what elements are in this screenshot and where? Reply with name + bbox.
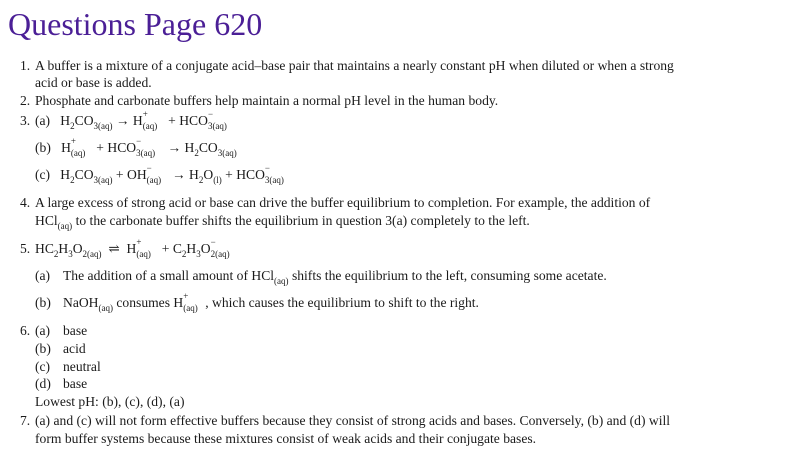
answer-1-number: 1. [20, 58, 31, 73]
answer-4-line-1: A large excess of strong acid or base can drive the buffer equilibrium to completion. For example, the addition of [35, 195, 651, 210]
answer-5a-text: The addition of a small amount of HCl$_{(aq)}$ shifts the equilibrium to the left, consuming some acetate. [63, 268, 607, 286]
answer-6-number: 6. [20, 323, 31, 338]
answer-6a-label: (a) [35, 323, 51, 338]
answer-3-number: 3. [20, 113, 31, 128]
answer-6c-label: (c) [35, 359, 51, 374]
answer-7-number: 7. [20, 413, 31, 428]
answer-7-line-2: form buffer systems because these mixtures consist of weak acids and their conjugate bases. [35, 431, 537, 446]
answer-3c-equation: (c) $H_2CO_{3(aq)}$ + OH − (aq) → $H_2O_{(l)}$ + HCO − 3(aq) [35, 163, 284, 185]
reaction-arrow: → [167, 140, 182, 155]
answer-6d-label: (d) [35, 376, 51, 391]
answer-1-line-2: acid or base is added. [35, 75, 152, 90]
answer-5b-label: (b) [35, 295, 51, 310]
page-title: Questions Page 620 [8, 6, 263, 42]
answer-3b-label: (b) [35, 140, 51, 155]
answer-3a-label: (a) [35, 113, 51, 128]
reaction-arrow: → [172, 167, 186, 182]
answer-6b-text: acid [63, 341, 86, 356]
lowest-ph-text: Lowest pH: (b), (c), (d), (a) [35, 394, 185, 409]
answer-1-line-1: A buffer is a mixture of a conjugate acid–base pair that maintains a nearly constant pH when diluted or when a strong [35, 58, 674, 73]
answer-3a-equation: (a) $H_2CO_{3(aq)} \to H$ + (aq) + HCO − 3(aq) [35, 109, 227, 131]
answer-5-number: 5. [20, 241, 31, 256]
answer-4-line-2: HCl$_{(aq)}$ to the carbonate buffer shifts the equilibrium in question 3(a) completely to the left. [35, 213, 530, 231]
answer-2-number: 2. [20, 93, 31, 108]
answer-6a-text: base [63, 323, 88, 338]
equilibrium-arrow: ⇌ [108, 241, 120, 256]
answer-7-line-1: (a) and (c) will not form effective buffers because they consist of strong acids and bases. Conversely, (b) and (d) will [35, 413, 671, 428]
answer-2-text: Phosphate and carbonate buffers help maintain a normal pH level in the human body. [35, 93, 499, 108]
answer-6c-text: neutral [63, 359, 101, 374]
answer-5a-label: (a) [35, 268, 51, 283]
reaction-arrow: → [115, 113, 130, 128]
answer-5-equation: $HC_2H_3O_{2(aq)}$ ⇌ H + (aq) + $C_2H_3O$ − 2(aq) [35, 237, 230, 259]
answer-6b-label: (b) [35, 341, 51, 356]
answer-3c-label: (c) [35, 167, 51, 182]
answer-6d-text: base [63, 376, 88, 391]
answer-3b-equation: (b) H + (aq) + HCO − 3(aq) → $H_2CO_{3(aq)}$ [35, 136, 237, 158]
answer-4-number: 4. [20, 195, 31, 210]
answer-5b-text: NaOH$_{(aq)}$ consumes H + (aq) , which causes the equilibrium to shift to the right. [63, 291, 479, 313]
